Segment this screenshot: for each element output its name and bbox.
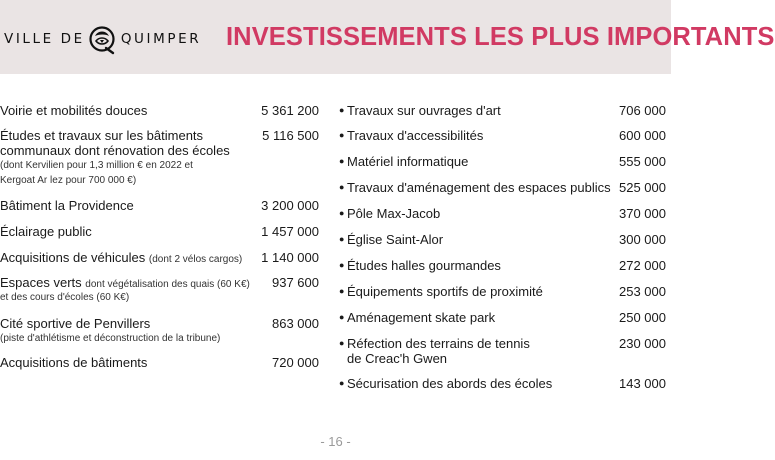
item-label: Bâtiment la Providence: [0, 198, 134, 213]
item-value: 863 000: [272, 316, 319, 331]
item-note: (dont Kervilien pour 1,3 million € en 2022 et: [0, 160, 193, 171]
item-value: 5 116 500: [262, 128, 319, 143]
item-label-line2: de Creac'h Gwen: [347, 351, 448, 366]
bullet-icon: ●: [339, 208, 345, 218]
item-value: 555 000: [619, 154, 666, 169]
item-value: 1 140 000: [261, 250, 319, 265]
item-note: et des cours d'écoles (60 K€): [0, 292, 130, 303]
bullet-icon: ●: [339, 286, 345, 296]
item-value: 250 000: [619, 310, 666, 325]
bullet-icon: ●: [339, 234, 345, 244]
bullet-icon: ●: [339, 156, 345, 166]
item-label: Cité sportive de Penvillers: [0, 316, 151, 331]
item-value: 143 000: [619, 376, 666, 391]
item-value: 525 000: [619, 180, 666, 195]
item-value: 3 200 000: [261, 198, 319, 213]
item-label: Travaux sur ouvrages d'art: [347, 103, 501, 118]
item-sub: dont végétalisation des quais (60 K€): [85, 279, 250, 290]
header-band: [0, 0, 775, 74]
item-label: Aménagement skate park: [347, 310, 496, 325]
item-value: 600 000: [619, 128, 666, 143]
quimper-emblem-icon: [86, 24, 118, 54]
bullet-icon: ●: [339, 338, 345, 348]
item-label: Équipements sportifs de proximité: [347, 284, 543, 299]
item-value: 253 000: [619, 284, 666, 299]
item-sub: (dont 2 vélos cargos): [148, 254, 243, 265]
city-logo: [4, 24, 201, 54]
logo-text-right: QUIMPER: [120, 31, 202, 47]
item-label: Réfection des terrains de tennis: [347, 336, 530, 351]
item-label: Acquisitions de véhicules: [0, 250, 146, 265]
item-value: 720 000: [272, 355, 319, 370]
bullet-icon: ●: [339, 130, 345, 140]
bullet-icon: ●: [339, 260, 345, 270]
bullet-icon: ●: [339, 378, 345, 388]
item-value: 370 000: [619, 206, 666, 221]
item-value: 300 000: [619, 232, 666, 247]
item-label: Acquisitions de bâtiments: [0, 355, 148, 370]
item-label: Études et travaux sur les bâtiments: [0, 128, 204, 143]
item-label: Travaux d'accessibilités: [347, 128, 484, 143]
item-label: Travaux d'aménagement des espaces publics: [347, 180, 611, 195]
item-value: 5 361 200: [261, 103, 319, 118]
item-value: 706 000: [619, 103, 666, 118]
bullet-icon: ●: [339, 312, 345, 322]
item-label: Éclairage public: [0, 224, 92, 239]
item-label: Études halles gourmandes: [347, 258, 501, 273]
item-label: Église Saint-Alor: [347, 232, 444, 247]
bullet-icon: ●: [339, 182, 345, 192]
item-note: (piste d'athlétisme et déconstruction de la tribune): [0, 333, 221, 344]
page-number: - 16 -: [320, 434, 351, 449]
item-value: 937 600: [272, 275, 319, 290]
item-label-line2: communaux dont rénovation des écoles: [0, 143, 230, 158]
bullet-icon: ●: [339, 105, 345, 115]
item-label: Voirie et mobilités douces: [0, 103, 148, 118]
logo-text-left: VILLE DE: [4, 31, 85, 47]
item-value: 230 000: [619, 336, 666, 351]
page-title: INVESTISSEMENTS LES PLUS IMPORTANTS: [226, 23, 775, 51]
item-label: Pôle Max-Jacob: [347, 206, 441, 221]
item-value: 1 457 000: [261, 224, 319, 239]
item-value: 272 000: [619, 258, 666, 273]
item-label: Espaces verts: [0, 275, 82, 290]
item-label: Matériel informatique: [347, 154, 469, 169]
item-label: Sécurisation des abords des écoles: [347, 376, 553, 391]
item-note-line2: Kergoat Ar lez pour 700 000 €): [0, 175, 137, 186]
